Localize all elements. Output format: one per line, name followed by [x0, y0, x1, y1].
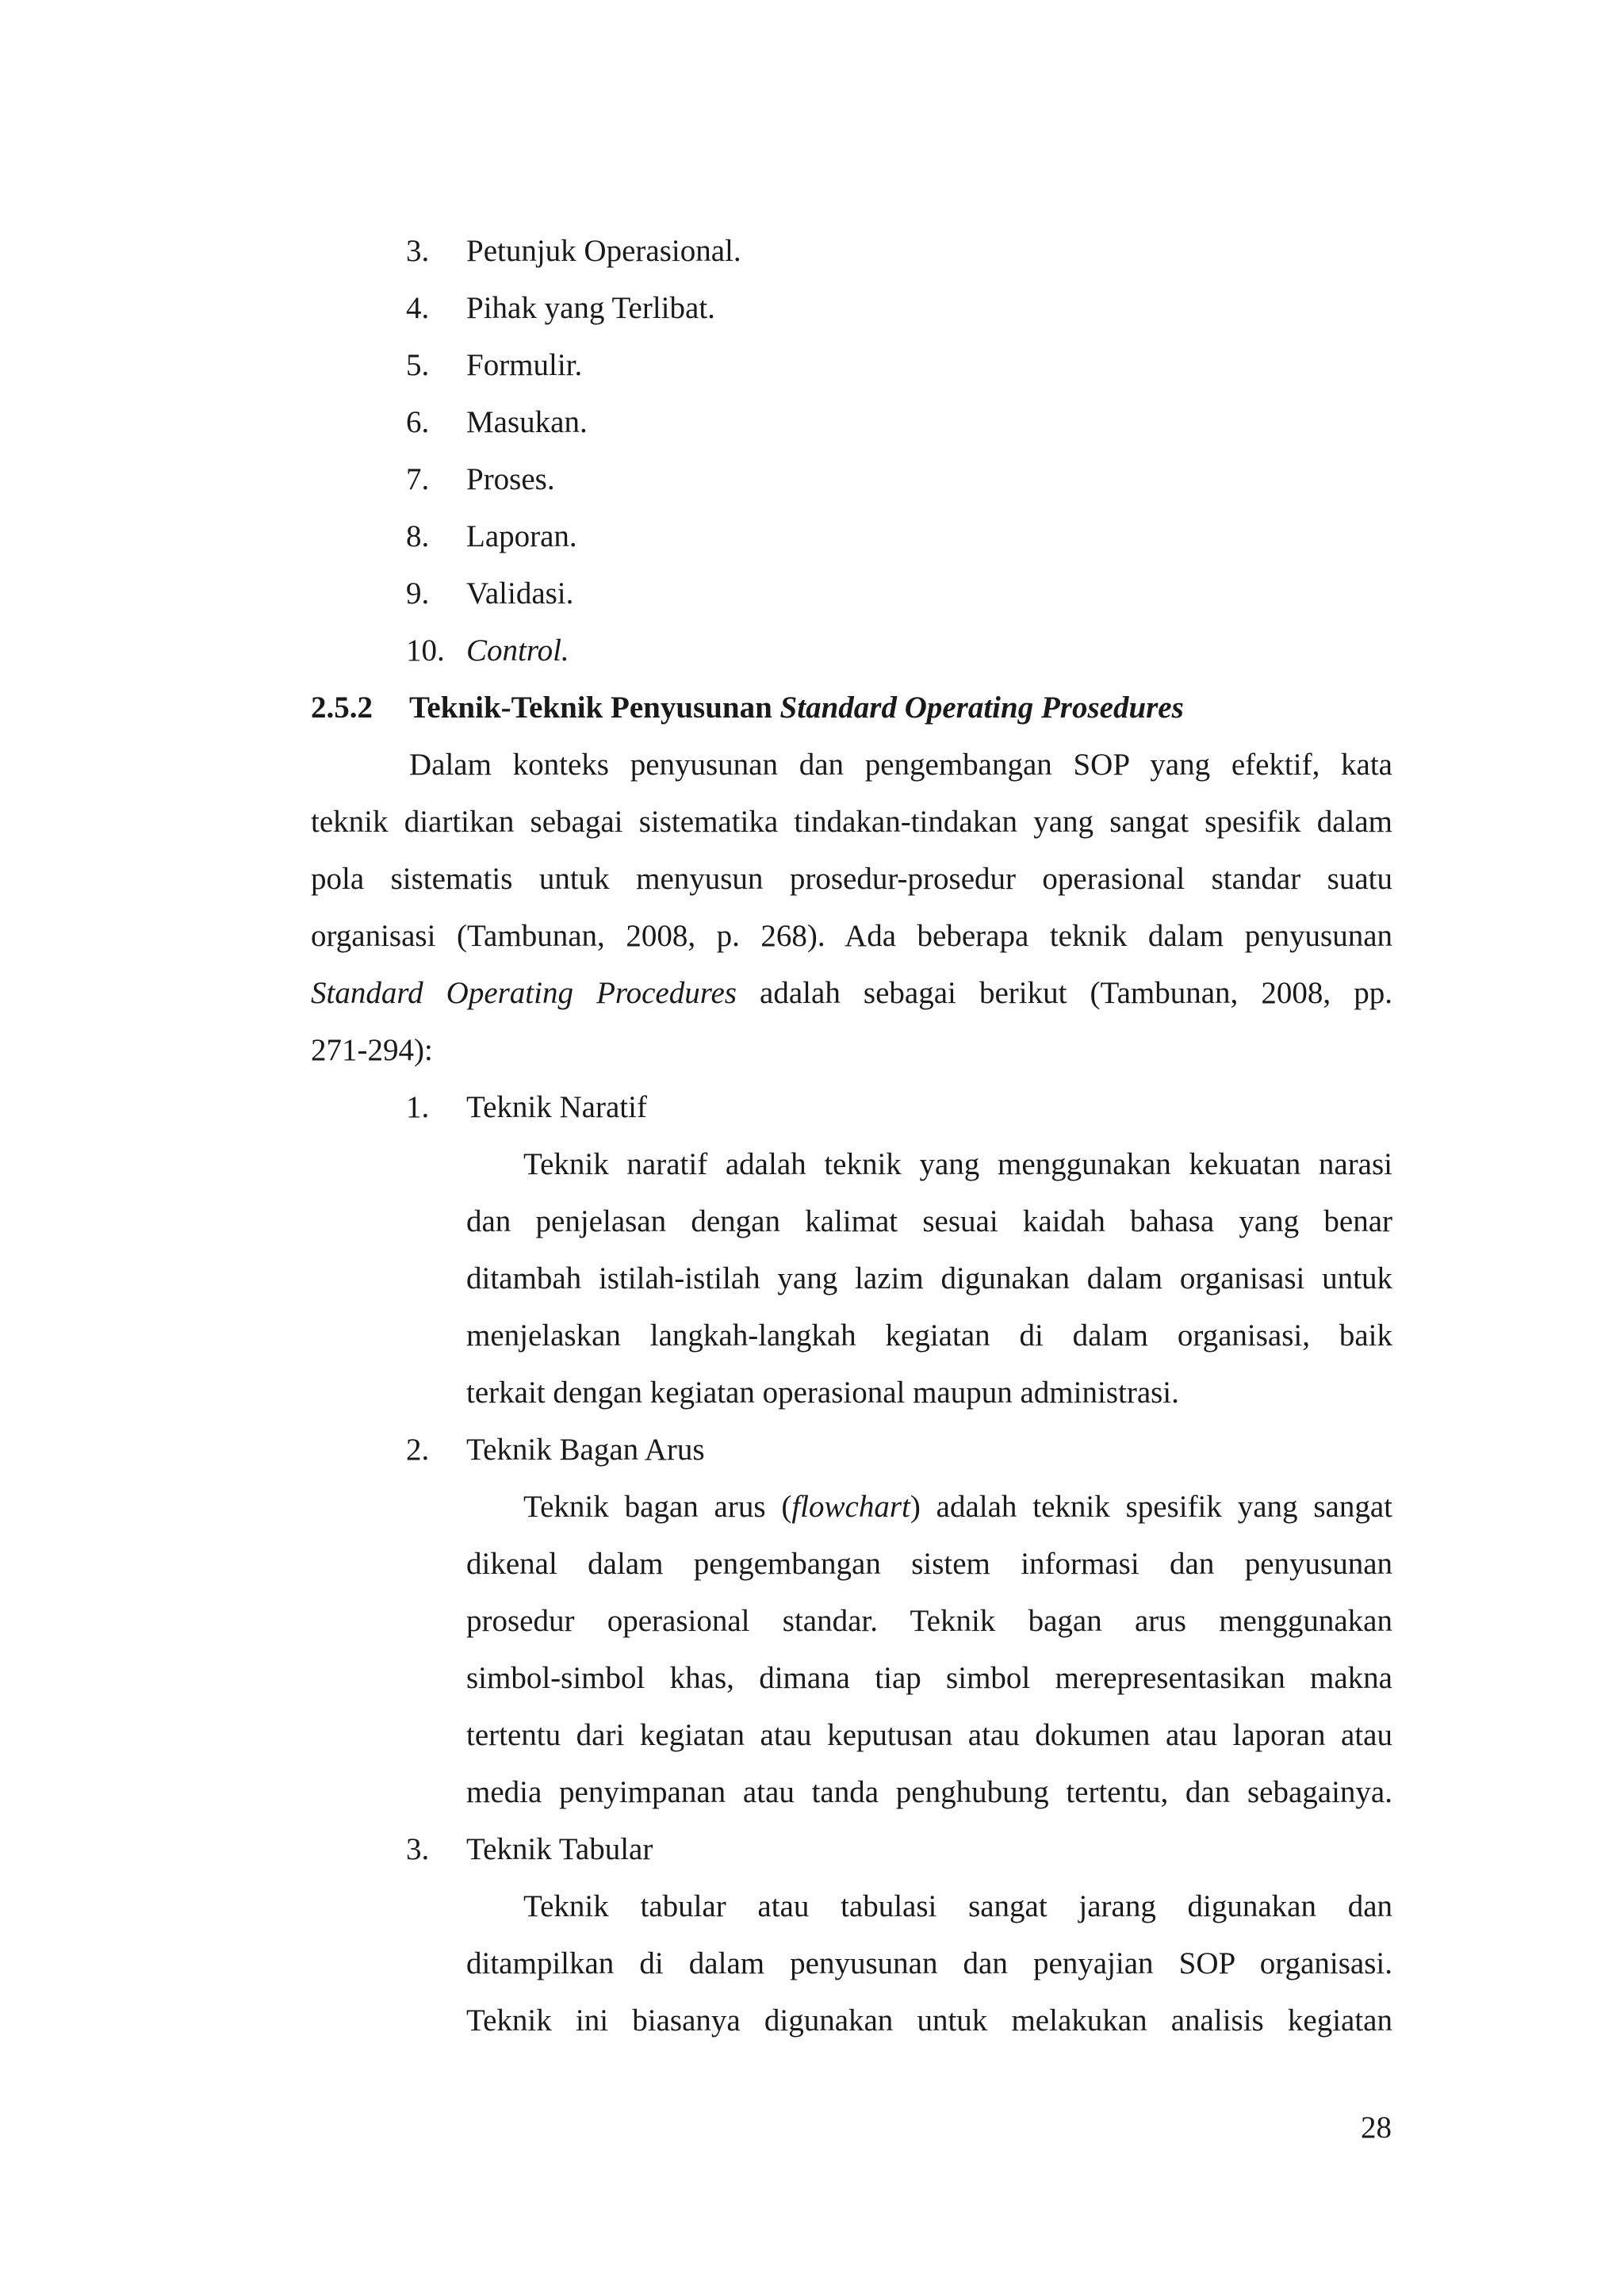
paragraph-line: ditambah istilah-istilah yang lazim digunakan dalam organisasi untuk	[466, 1261, 1392, 1295]
section-title	[409, 679, 1184, 737]
list-number: 5.	[406, 348, 430, 382]
paragraph-line: pola sistematis untuk menyusun prosedur-prosedur operasional standar suatu	[311, 862, 1392, 896]
paragraph-line: teknik diartikan sebagai sistematika tindakan-tindakan yang sangat spesifik dalam	[311, 805, 1392, 839]
list-text: Formulir.	[466, 348, 583, 382]
paragraph-line: dan penjelasan dengan kalimat sesuai kaidah bahasa yang benar	[466, 1204, 1392, 1238]
list-number: 8.	[406, 519, 430, 553]
list-number: 3.	[406, 1832, 430, 1866]
item-title: Teknik Naratif	[466, 1090, 647, 1124]
list-text: Laporan.	[466, 519, 577, 553]
list-number: 10.	[406, 633, 445, 668]
paragraph-line: menjelaskan langkah-langkah kegiatan di dalam organisasi, baik	[466, 1318, 1392, 1353]
paragraph-line: terkait dengan kegiatan operasional maupun administrasi.	[466, 1376, 1179, 1410]
list-text: Proses.	[466, 462, 555, 496]
list-number: 9.	[406, 576, 430, 610]
paragraph-line: 271-294):	[311, 1033, 433, 1067]
italic-term: flowchart	[791, 1490, 910, 1524]
section-title-italic: Standard Operating Prosedures	[779, 691, 1184, 725]
paragraph-line: media penyimpanan atau tanda penghubung tertentu, dan sebagainya.	[466, 1775, 1392, 1809]
list-number: 4.	[406, 291, 430, 325]
list-number: 7.	[406, 462, 430, 496]
list-text: Validasi.	[466, 576, 574, 610]
list-number: 1.	[406, 1090, 430, 1124]
paragraph-line: Teknik ini biasanya digunakan untuk melakukan analisis kegiatan	[466, 2003, 1392, 2038]
list-number: 6.	[406, 405, 430, 439]
item-title: Teknik Bagan Arus	[466, 1433, 705, 1467]
section-title-plain: Teknik-Teknik Penyusunan	[409, 691, 780, 725]
paragraph-line: Teknik tabular atau tabulasi sangat jarang digunakan dan	[523, 1889, 1392, 1923]
paragraph-line: simbol-simbol khas, dimana tiap simbol merepresentasikan makna	[466, 1661, 1392, 1695]
paragraph-line: Teknik naratif adalah teknik yang menggunakan kekuatan narasi	[523, 1147, 1392, 1181]
list-number: 3.	[406, 234, 430, 268]
paragraph-text: Teknik bagan arus (	[523, 1490, 792, 1524]
paragraph-line: organisasi (Tambunan, 2008, p. 268). Ada beberapa teknik dalam penyusunan	[311, 919, 1392, 953]
paragraph-line: ditampilkan di dalam penyusunan dan penyajian SOP organisasi.	[466, 1946, 1392, 1980]
paragraph-line	[523, 1479, 1392, 1536]
paragraph-line: dikenal dalam pengembangan sistem informasi dan penyusunan	[466, 1547, 1392, 1581]
paragraph-line: prosedur operasional standar. Teknik bagan arus menggunakan	[466, 1604, 1392, 1638]
section-number: 2.5.2	[311, 691, 373, 725]
list-text: Petunjuk Operasional.	[466, 234, 741, 268]
paragraph-text: adalah sebagai berikut (Tambunan, 2008, pp.	[736, 976, 1392, 1010]
list-number: 2.	[406, 1433, 430, 1467]
list-text: Masukan.	[466, 405, 588, 439]
page-number: 28	[1361, 2110, 1392, 2145]
list-text: Pihak yang Terlibat.	[466, 291, 715, 325]
paragraph-line: tertentu dari kegiatan atau keputusan atau dokumen atau laporan atau	[466, 1718, 1392, 1752]
list-text: Control.	[466, 633, 569, 668]
paragraph-line: Dalam konteks penyusunan dan pengembangan SOP yang efektif, kata	[409, 748, 1392, 782]
paragraph-text: ) adalah teknik spesifik yang sangat	[910, 1490, 1393, 1524]
italic-term: Standard Operating Procedures	[311, 976, 737, 1010]
item-title: Teknik Tabular	[466, 1832, 653, 1866]
paragraph-line	[311, 965, 1392, 1022]
